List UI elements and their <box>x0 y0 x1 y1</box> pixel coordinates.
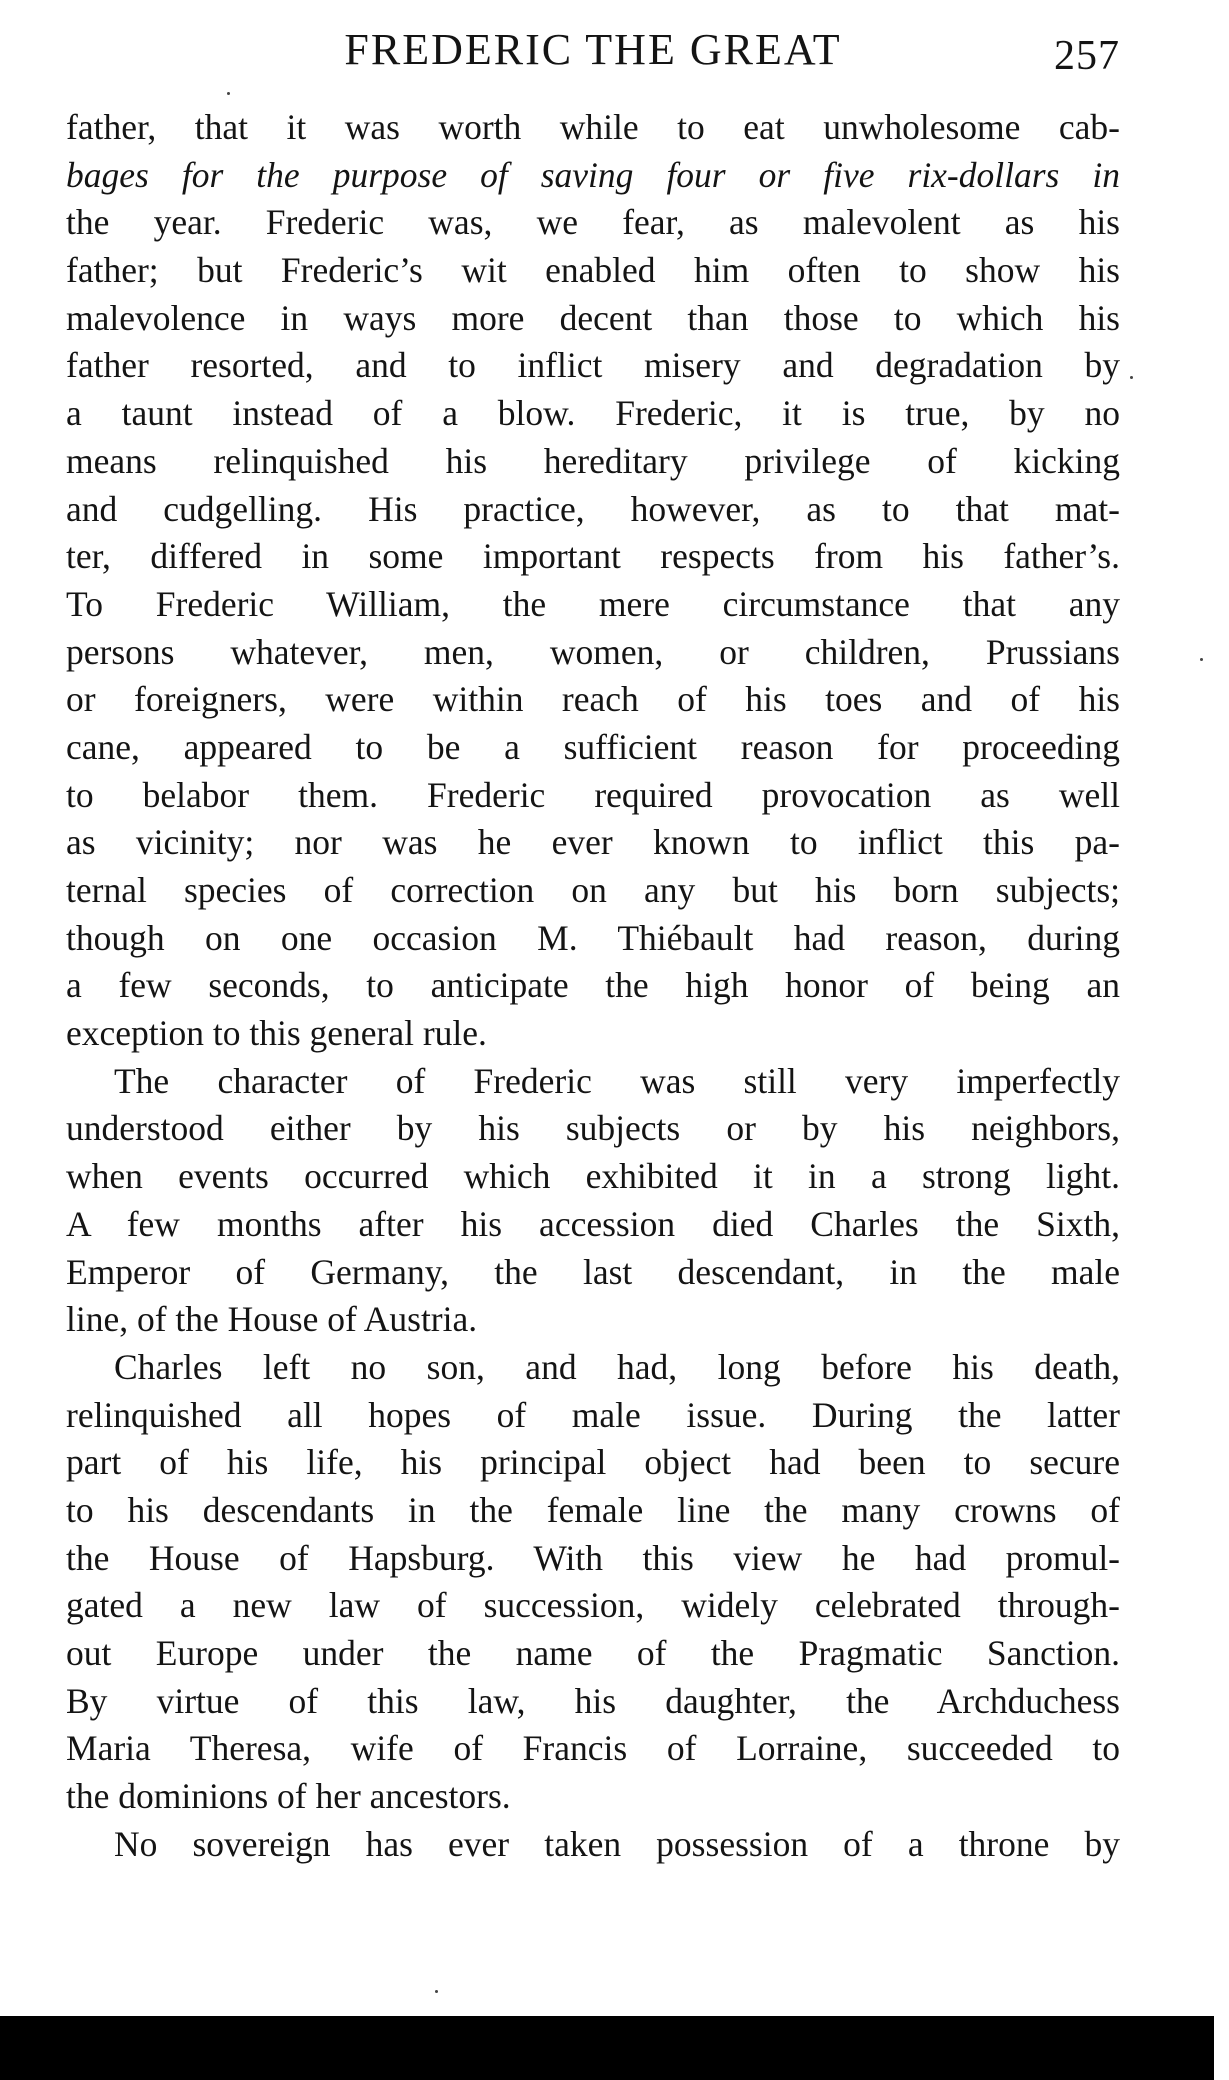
text-line: a taunt instead of a blow. Frederic, it is true, by no <box>66 393 1120 434</box>
paragraph-end-line: the dominions of her ancestors. <box>66 1776 511 1817</box>
text-line: By virtue of this law, his daughter, the Archduchess <box>66 1680 1120 1721</box>
text-line: though on one occasion M. Thiébault had reason, during <box>66 917 1120 958</box>
text-line: bages for the purpose of saving four or five rix-dollars in <box>66 154 1120 195</box>
scan-edge-bar <box>0 2016 1214 2080</box>
text-line: relinquished all hopes of male issue. During the latter <box>66 1394 1120 1435</box>
text-line: cane, appeared to be a sufficient reason for proceeding <box>66 726 1120 767</box>
text-line: as vicinity; nor was he ever known to inflict this pa- <box>66 822 1120 863</box>
text-line: father, that it was worth while to eat unwholesome cab- <box>66 107 1120 147</box>
text-line: ter, differed in some important respects from his father’s. <box>66 536 1120 577</box>
paragraph-end-line: exception to this general rule. <box>66 1013 487 1054</box>
paragraph-end-line: line, of the House of Austria. <box>66 1299 478 1340</box>
running-title: FREDERIC THE GREAT <box>344 25 842 74</box>
body-text <box>66 104 1120 1868</box>
stray-ink-mark <box>227 92 230 95</box>
paragraph-start-line: Charles left no son, and had, long before his death, <box>114 1346 1120 1387</box>
text-line: part of his life, his principal object had been to secure <box>66 1442 1120 1483</box>
text-line: To Frederic William, the mere circumstance that any <box>66 583 1120 624</box>
text-line: a few seconds, to anticipate the high honor of being an <box>66 965 1120 1006</box>
text-line: father resorted, and to inflict misery and degradation by <box>66 345 1120 386</box>
text-line: the year. Frederic was, we fear, as malevolent as his <box>66 202 1120 243</box>
text-line: the House of Hapsburg. With this view he had promul- <box>66 1537 1120 1578</box>
text-line: persons whatever, men, women, or children, Prussians <box>66 631 1120 672</box>
stray-ink-mark <box>435 1990 438 1993</box>
text-line: or foreigners, were within reach of his toes and of his <box>66 679 1120 720</box>
text-line: Maria Theresa, wife of Francis of Lorraine, succeeded to <box>66 1728 1120 1769</box>
text-line: father; but Frederic’s wit enabled him often to show his <box>66 250 1120 291</box>
text-line: Emperor of Germany, the last descendant, in the male <box>66 1251 1120 1292</box>
text-line: to his descendants in the female line the many crowns of <box>66 1489 1120 1530</box>
page-header <box>66 22 1120 82</box>
text-line: ternal species of correction on any but his born subjects; <box>66 870 1120 910</box>
text-line: gated a new law of succession, widely celebrated through- <box>66 1585 1120 1626</box>
stray-ink-mark <box>1200 658 1203 661</box>
text-line: and cudgelling. His practice, however, as to that mat- <box>66 488 1120 529</box>
text-line: understood either by his subjects or by his neighbors, <box>66 1108 1120 1149</box>
text-line: means relinquished his hereditary privilege of kicking <box>66 440 1120 481</box>
page-number: 257 <box>1054 33 1120 79</box>
text-line: to belabor them. Frederic required provocation as well <box>66 774 1120 815</box>
text-line: A few months after his accession died Charles the Sixth, <box>66 1203 1120 1244</box>
stray-ink-mark <box>1130 376 1133 379</box>
text-line: malevolence in ways more decent than those to which his <box>66 297 1120 338</box>
paragraph-start-line: The character of Frederic was still very imperfectly <box>114 1060 1120 1101</box>
text-line: when events occurred which exhibited it in a strong light. <box>66 1156 1120 1197</box>
text-line: out Europe under the name of the Pragmatic Sanction. <box>66 1633 1120 1673</box>
paragraph-start-line: No sovereign has ever taken possession of a throne by <box>114 1823 1120 1864</box>
